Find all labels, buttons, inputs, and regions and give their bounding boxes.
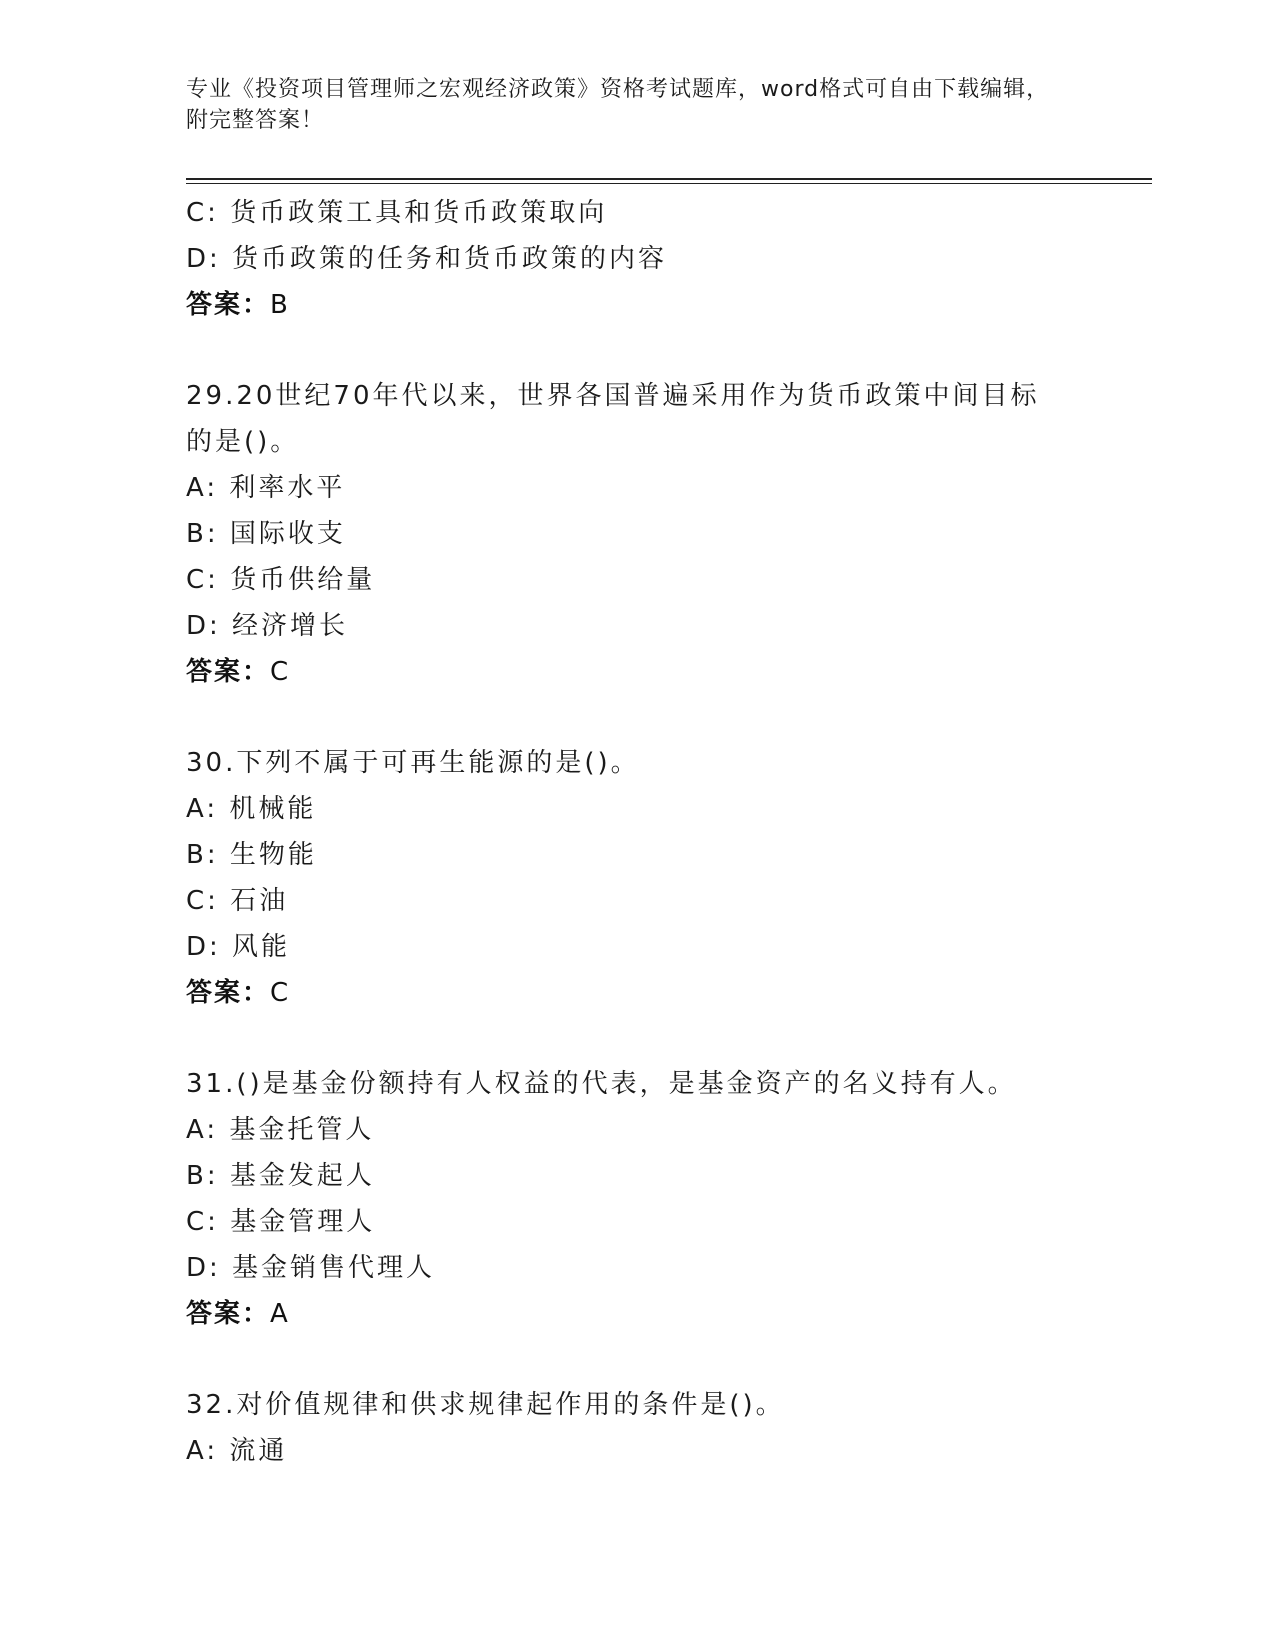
option-text: 经济增长 [232, 611, 349, 641]
option-text: 基金销售代理人 [232, 1253, 436, 1283]
header-divider-thick [186, 178, 1152, 180]
answer-label: 答案： [186, 1299, 271, 1329]
answer-line [186, 970, 1086, 1016]
answer-label: 答案： [186, 978, 271, 1008]
option-b [186, 1153, 1086, 1199]
answer-value: C [270, 657, 291, 687]
question-stem: 29.20世纪70年代以来，世界各国普遍采用作为货币政策中间目标的是()。 [186, 381, 1040, 457]
option-text: 石油 [230, 886, 289, 916]
answer-line [186, 282, 1086, 328]
question-stem: 32.对价值规律和供求规律起作用的条件是()。 [186, 1390, 785, 1420]
option-d [186, 236, 1086, 282]
question-stem: 30.下列不属于可再生能源的是()。 [186, 748, 640, 778]
answer-value: A [270, 1299, 290, 1329]
answer-value: C [270, 978, 291, 1008]
option-d [186, 924, 1086, 970]
option-text: 基金管理人 [230, 1207, 376, 1237]
option-letter: A: [186, 1115, 219, 1145]
option-b [186, 511, 1086, 557]
option-text: 机械能 [229, 794, 317, 824]
question-stem: 31.()是基金份额持有人权益的代表，是基金资产的名义持有人。 [186, 1069, 1017, 1099]
option-text: 基金发起人 [229, 1161, 375, 1191]
option-a [186, 1107, 1086, 1153]
option-letter: A: [186, 794, 219, 824]
option-text: 货币供给量 [230, 565, 376, 595]
option-text: 利率水平 [229, 473, 346, 503]
option-text: 基金托管人 [229, 1115, 375, 1145]
question-body [186, 190, 1086, 1474]
option-letter: B: [186, 1161, 219, 1191]
option-c [186, 557, 1086, 603]
option-letter: C: [186, 1207, 219, 1237]
header-divider-thin [186, 183, 1152, 184]
option-text: 货币政策工具和货币政策取向 [230, 198, 608, 228]
answer-line [186, 1291, 1086, 1337]
document-header: 专业《投资项目管理师之宏观经济政策》资格考试题库，word格式可自由下载编辑，附完整答案！ [186, 77, 1050, 133]
option-text: 风能 [232, 932, 291, 962]
option-letter: A: [186, 473, 219, 503]
option-a [186, 465, 1086, 511]
option-letter: B: [186, 840, 219, 870]
option-text: 流通 [229, 1436, 288, 1466]
option-a [186, 786, 1086, 832]
option-letter: D: [186, 1253, 221, 1283]
option-text: 货币政策的任务和货币政策的内容 [232, 244, 668, 274]
option-letter: D: [186, 932, 221, 962]
option-letter: C: [186, 886, 219, 916]
option-letter: D: [186, 611, 221, 641]
option-c [186, 1199, 1086, 1245]
option-letter: D: [186, 244, 221, 274]
option-letter: B: [186, 519, 219, 549]
option-a [186, 1428, 1086, 1474]
answer-label: 答案： [186, 290, 271, 320]
option-letter: C: [186, 565, 219, 595]
option-letter: C: [186, 198, 219, 228]
option-c [186, 190, 1086, 236]
option-text: 国际收支 [229, 519, 346, 549]
option-text: 生物能 [229, 840, 317, 870]
answer-value: B [270, 290, 290, 320]
answer-label: 答案： [186, 657, 271, 687]
answer-line [186, 649, 1086, 695]
option-letter: A: [186, 1436, 219, 1466]
option-d [186, 1245, 1086, 1291]
option-b [186, 832, 1086, 878]
option-c [186, 878, 1086, 924]
option-d [186, 603, 1086, 649]
